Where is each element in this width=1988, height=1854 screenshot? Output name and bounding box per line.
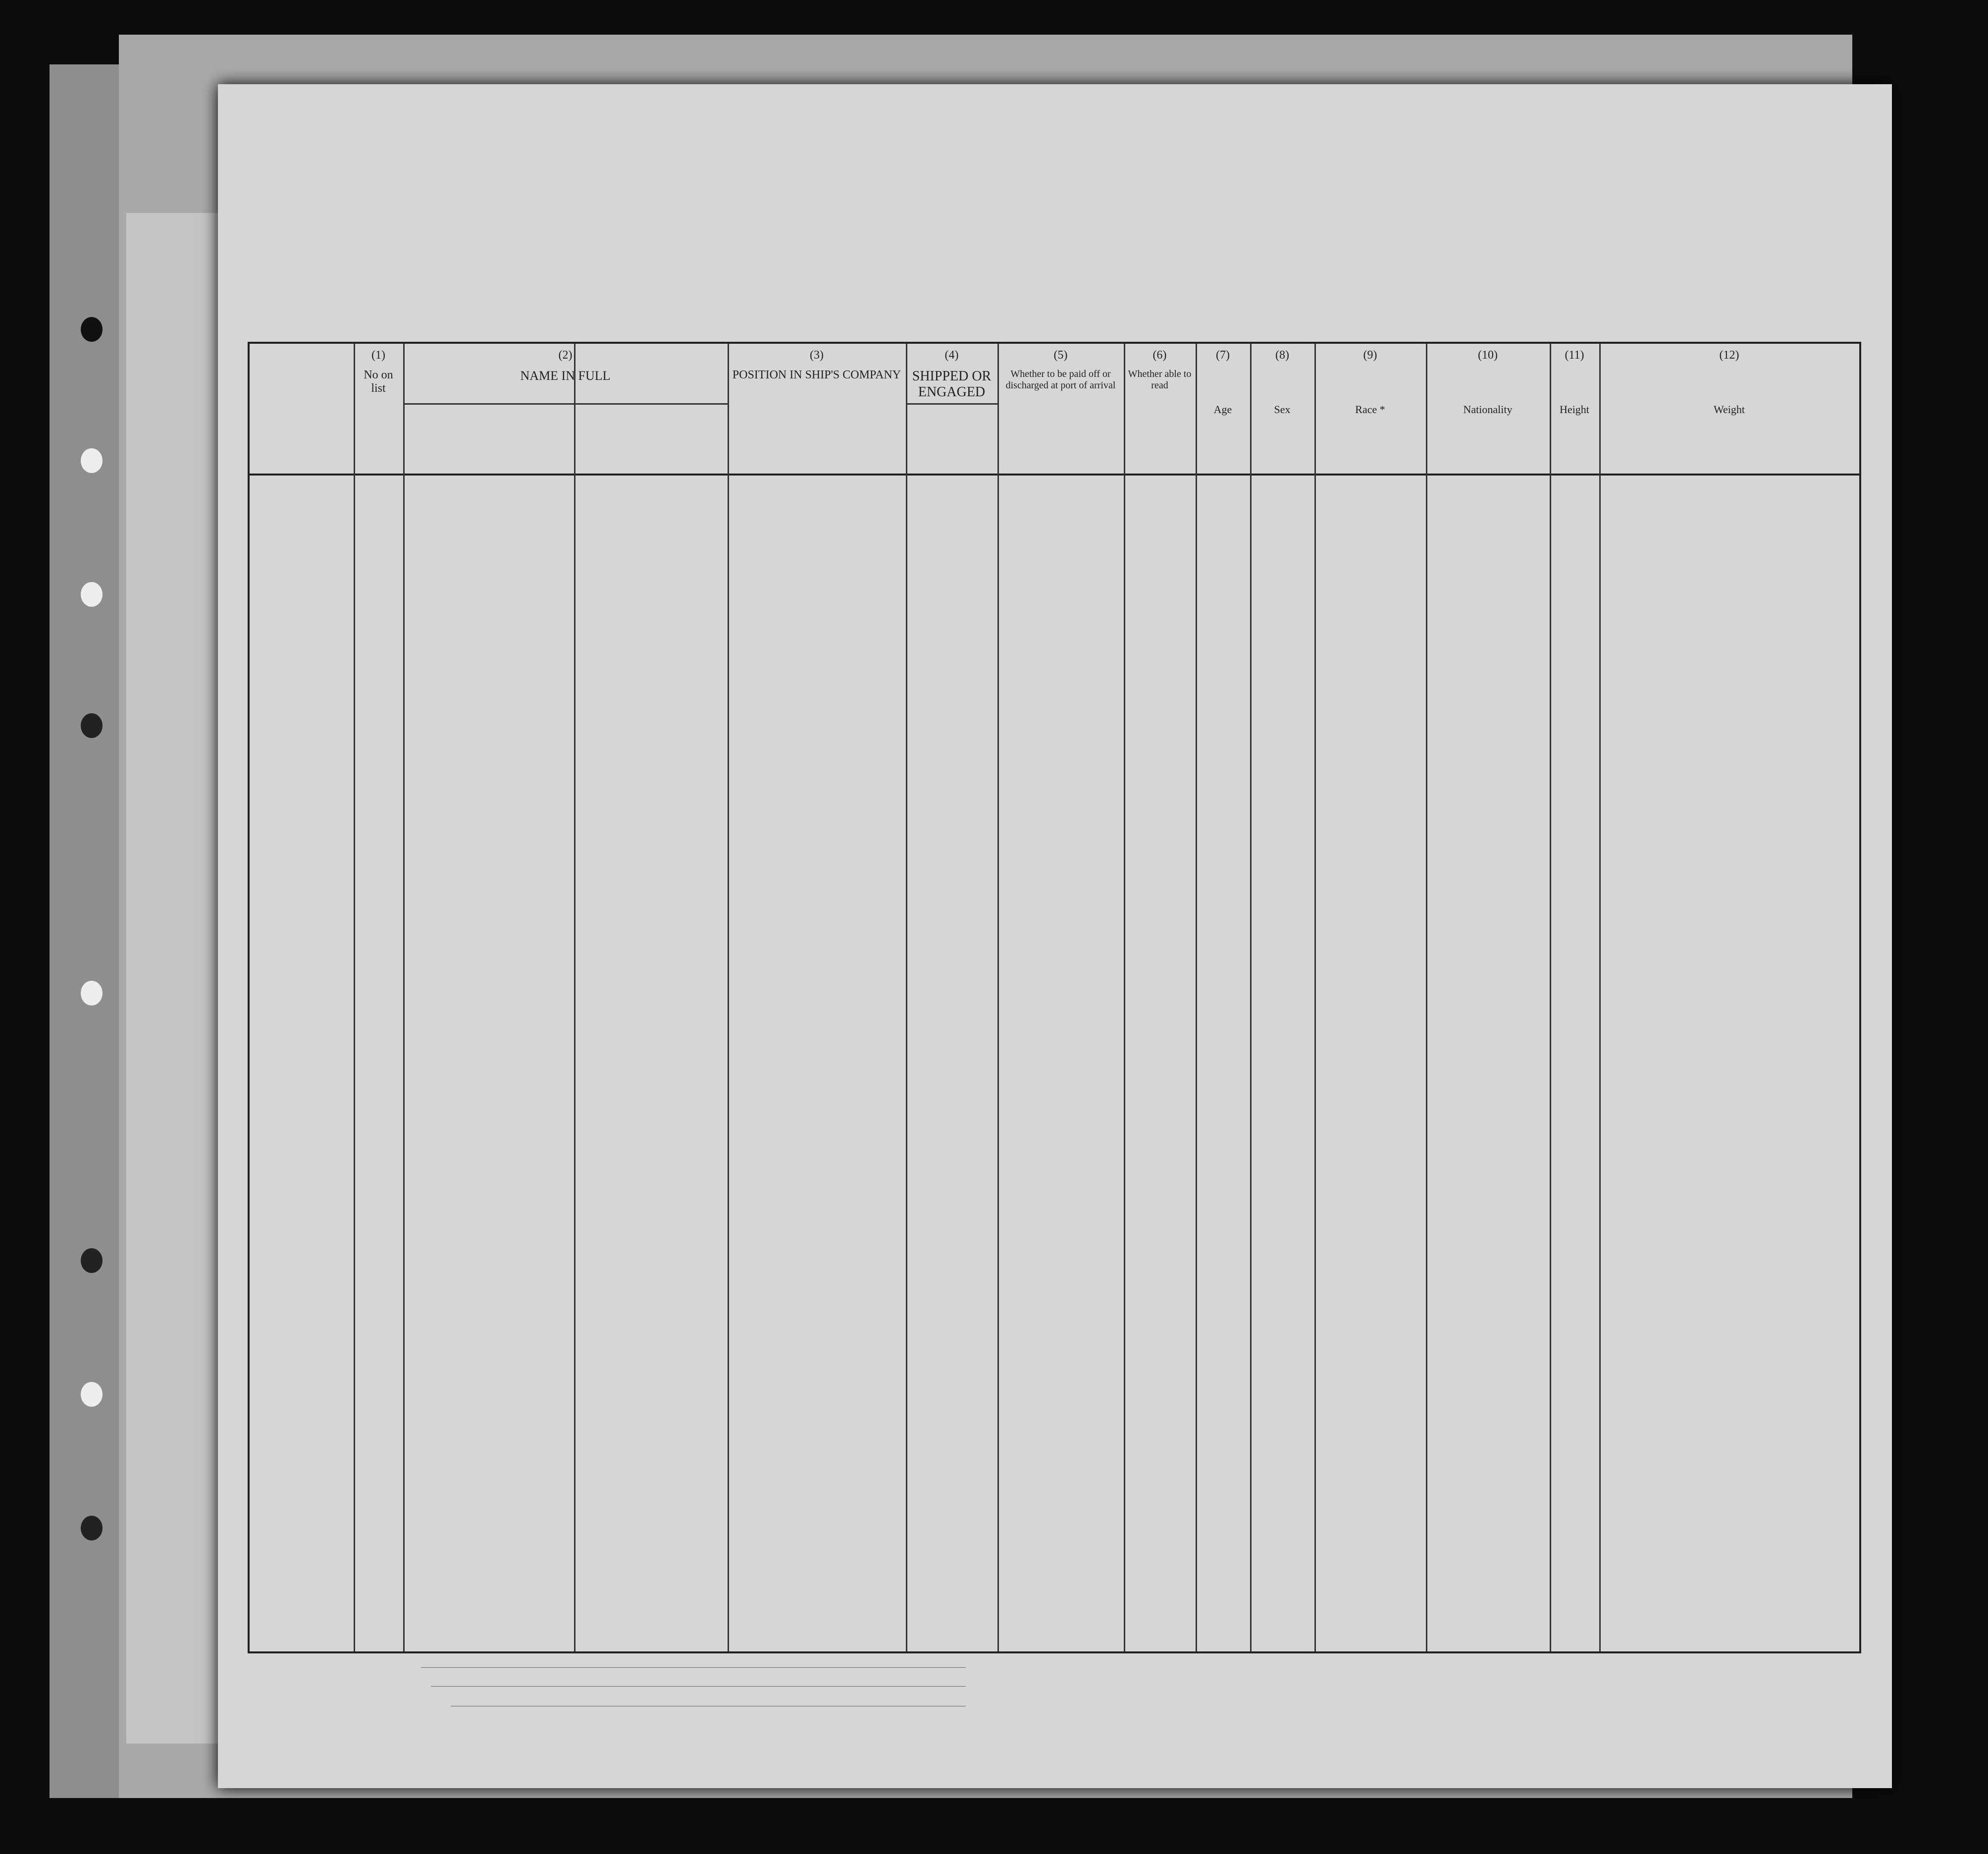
column-number: (7)	[1216, 349, 1230, 362]
column-rule	[1599, 344, 1601, 1651]
binder-hole	[81, 1382, 103, 1407]
column-rule	[1550, 344, 1551, 1651]
column-rule	[1196, 344, 1197, 1651]
column-header: Weight	[1714, 403, 1745, 416]
column-number: (12)	[1719, 349, 1739, 362]
binder-hole	[81, 1516, 103, 1540]
footer-owners-rule	[431, 1686, 966, 1687]
manifest-sheet	[218, 84, 1892, 1788]
column-number: (5)	[1053, 349, 1068, 362]
column-header: Age	[1213, 403, 1232, 416]
column-header: Whether able to read	[1128, 369, 1192, 391]
column-header: SHIPPED OR ENGAGED	[912, 369, 992, 400]
column-header: Race *	[1355, 403, 1385, 416]
column-number: (11)	[1565, 349, 1584, 362]
column-header: NAME IN FULL	[520, 369, 611, 383]
column-rule	[1124, 344, 1125, 1651]
column-rule	[1314, 344, 1316, 1651]
column-rule	[1426, 344, 1427, 1651]
column-number: (1)	[371, 349, 385, 362]
header-subrule	[906, 403, 997, 405]
column-rule	[906, 344, 907, 1651]
binder-hole	[81, 582, 103, 607]
binder-hole	[81, 713, 103, 738]
column-header: No on list	[364, 369, 393, 395]
column-number: (9)	[1363, 349, 1377, 362]
column-header: Nationality	[1463, 403, 1513, 416]
header-bottom-rule	[250, 474, 1859, 476]
column-header: Sex	[1274, 403, 1291, 416]
column-header: Height	[1560, 403, 1589, 416]
column-rule	[354, 344, 355, 1651]
column-number: (6)	[1152, 349, 1167, 362]
side-strip	[126, 213, 230, 1744]
binder-hole	[81, 448, 103, 473]
column-number: (3)	[810, 349, 824, 362]
column-number: (4)	[944, 349, 959, 362]
column-number: (2)	[558, 349, 573, 362]
column-number: (10)	[1478, 349, 1498, 362]
header-subdivider	[906, 403, 907, 474]
column-rule	[1250, 344, 1252, 1651]
binder-hole	[81, 981, 103, 1006]
column-rule	[997, 344, 999, 1651]
column-rule	[403, 344, 405, 1651]
header-subrule	[403, 403, 728, 405]
header-subdivider	[403, 403, 404, 474]
crew-table	[248, 342, 1861, 1653]
column-header: POSITION IN SHIP'S COMPANY	[732, 369, 901, 381]
column-rule	[728, 344, 729, 1651]
column-rule	[574, 344, 575, 1651]
binder-hole	[81, 317, 103, 342]
column-number: (8)	[1275, 349, 1289, 362]
column-header: Whether to be paid off or discharged at port of arrival	[1005, 369, 1116, 391]
binder-hole	[81, 1248, 103, 1273]
footer-line-rule	[421, 1667, 966, 1668]
